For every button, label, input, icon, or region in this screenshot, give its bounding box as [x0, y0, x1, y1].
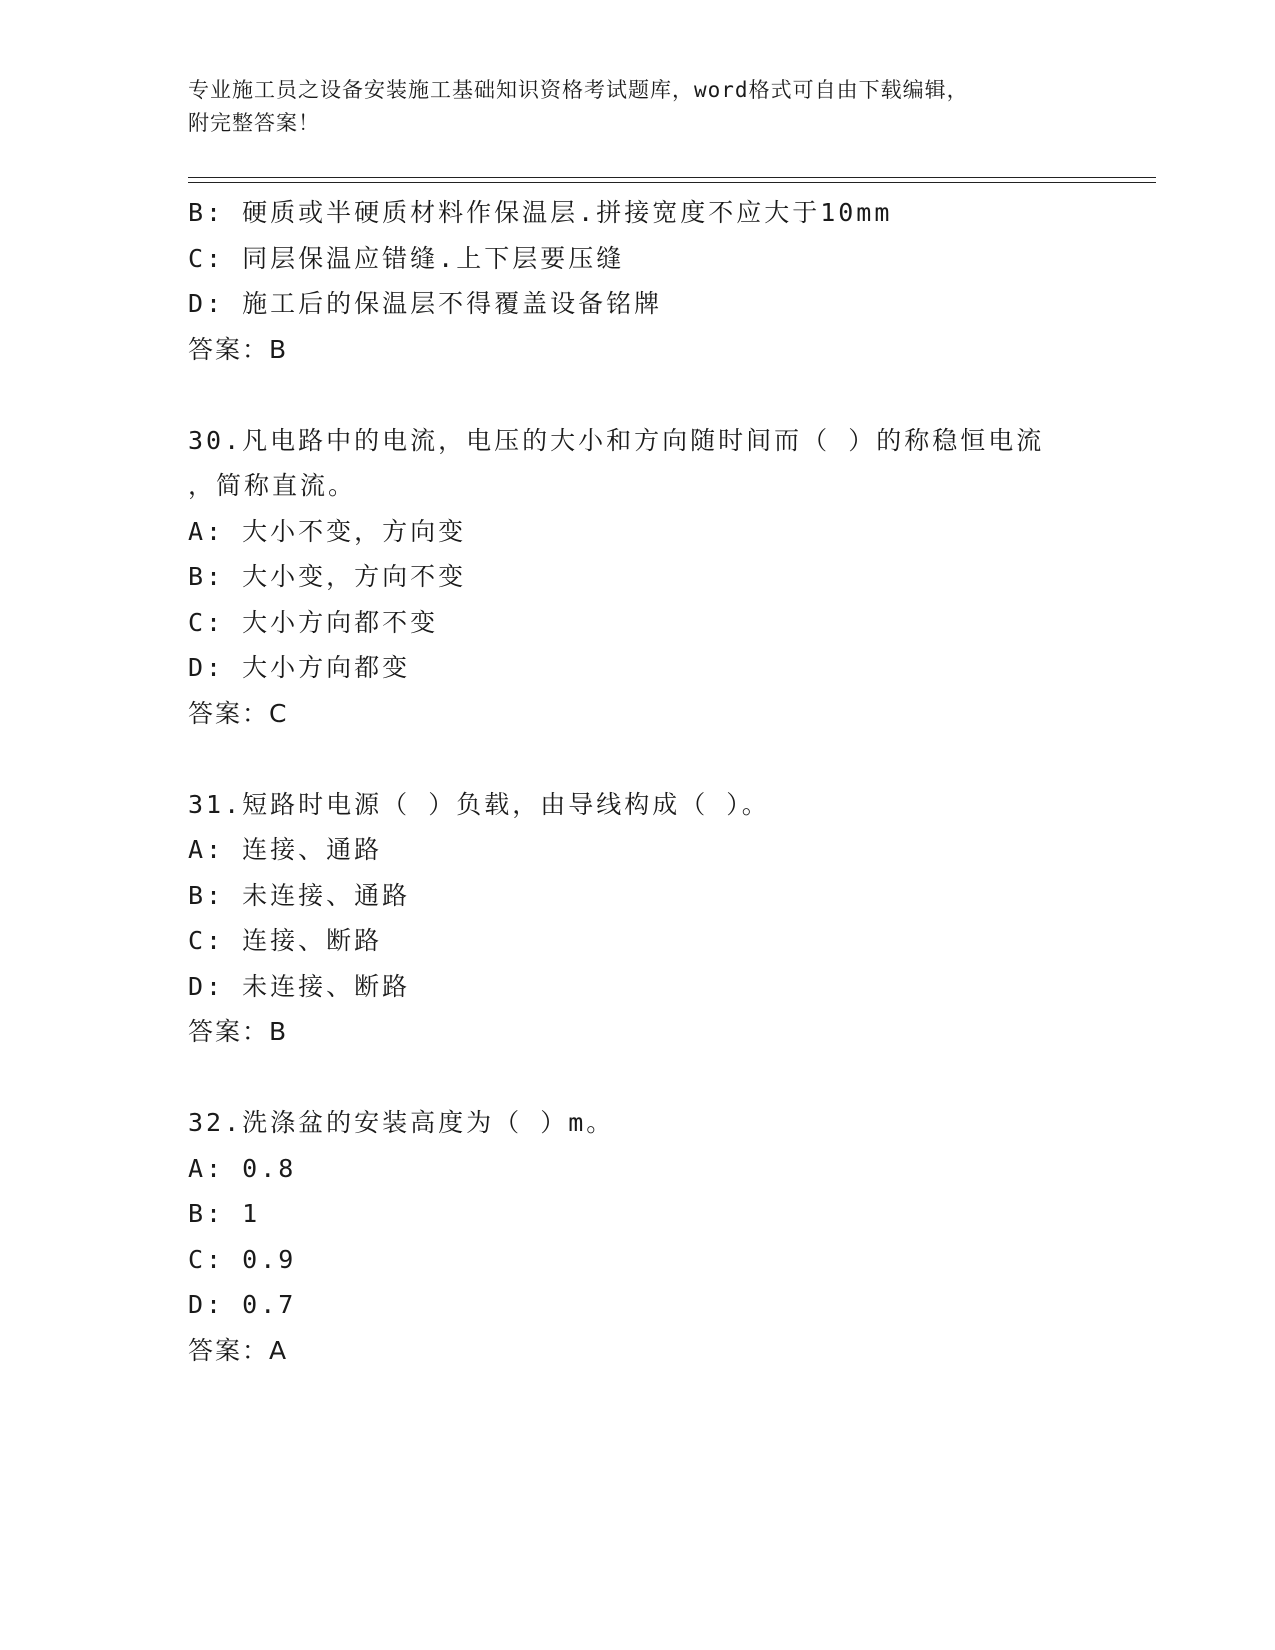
option-a: A: 连接、通路 [188, 835, 383, 864]
question-31 [188, 782, 1148, 1055]
option-d: D: 施工后的保温层不得覆盖设备铭牌 [188, 289, 663, 318]
header-line-1: 专业施工员之设备安装施工基础知识资格考试题库，word格式可自由下载编辑， [188, 78, 969, 102]
document-header [188, 74, 1088, 140]
header-divider-bottom [188, 182, 1156, 183]
question-content [188, 190, 1148, 1373]
option-c: C: 大小方向都不变 [188, 607, 439, 637]
option-c: C: 0.9 [188, 1244, 297, 1274]
option-a: A: 大小不变，方向变 [188, 516, 467, 546]
answer: 答案：B [188, 1017, 289, 1046]
question-stem: 32.洗涤盆的安装高度为（ ）m。 [188, 1108, 615, 1137]
option-c: C: 同层保温应错缝.上下层要压缝 [188, 243, 625, 273]
option-b: B: 硬质或半硬质材料作保温层.拼接宽度不应大于10mm [188, 198, 893, 227]
question-30 [188, 418, 1148, 737]
option-d: D: 未连接、断路 [188, 971, 411, 1001]
option-c: C: 连接、断路 [188, 926, 383, 955]
spacer [188, 736, 1148, 782]
option-d: D: 0.7 [188, 1290, 297, 1319]
question-32 [188, 1100, 1148, 1373]
question-stem-continued: ，简称直流。 [188, 471, 357, 500]
previous-question-block [188, 190, 1148, 372]
header-divider-top [188, 177, 1156, 178]
option-b: B: 未连接、通路 [188, 880, 411, 910]
header-line-2: 附完整答案！ [188, 111, 320, 135]
spacer [188, 1055, 1148, 1101]
spacer [188, 372, 1148, 418]
answer: 答案：A [188, 1335, 289, 1365]
option-b: B: 大小变，方向不变 [188, 562, 467, 591]
option-a: A: 0.8 [188, 1153, 297, 1183]
option-d: D: 大小方向都变 [188, 653, 411, 682]
question-stem: 30.凡电路中的电流，电压的大小和方向随时间而（ ）的称稳恒电流 [188, 425, 1045, 455]
answer: 答案：C [188, 698, 289, 728]
answer: 答案：B [188, 334, 289, 364]
question-stem: 31.短路时电源（ ）负载，由导线构成（ ）。 [188, 789, 770, 819]
option-b: B: 1 [188, 1199, 261, 1228]
